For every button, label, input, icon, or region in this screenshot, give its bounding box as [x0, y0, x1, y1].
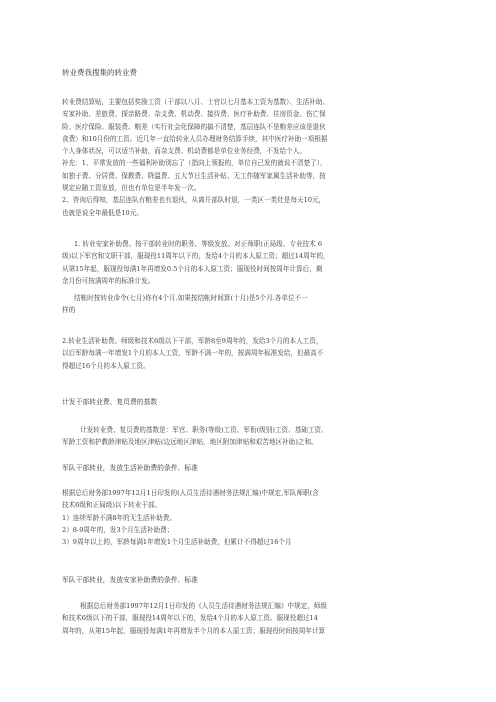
section-basis-heading: 计发干部转业费、复员费的基数: [62, 398, 158, 406]
section-soldier-line: 根据总后财务部1997年12月1日印发的(人员生活待遇财务法规汇编)中规定,军队师职(含: [62, 489, 319, 497]
intro-line: 险、医疗保险、服装费、粮差（实行社会化保障的搞不清楚，基层连队不是粮差应该是退伙: [62, 122, 326, 131]
section-soldier-line: 技术6级和正局级)以下转业干部。: [62, 501, 162, 510]
intro-line: 食费）和10月份的工资。近几年一直给转业人员办理财务结算手续，其中医疗补助一项根据: [62, 134, 328, 143]
item1-line: 余月份可按满周年的标准计发。: [62, 276, 155, 285]
section-basis-line: 军龄工资和护教龄津贴及地区津贴(边远地区津贴，地区附加津贴和艰苦地区补助)之和。: [62, 438, 318, 447]
intro-line: 安家补助、差旅费、探亲路费、杂支费、机动费、接待费、医疗补助费、住房资金、伤亡保: [62, 110, 326, 119]
section-settle-paragraph: [62, 600, 434, 637]
intro-line: 也就是说全年最低是10元。: [62, 208, 143, 217]
section-settle-heading: 军队干部转业，发放安家补助费的条件、标准: [62, 576, 198, 584]
intro-paragraph: [62, 96, 434, 219]
section-soldier-line: 1）连续军龄不满8年的无生活补助费。: [62, 513, 176, 522]
item2-paragraph: [62, 335, 434, 372]
section-soldier-heading: 军队干部转业，发放生活补助费的条件、标准: [62, 464, 198, 472]
section-soldier-line: 2）8-9周年的，发3个月生活补助费；: [62, 525, 174, 534]
item1-paragraph: [62, 238, 434, 287]
intro-line: 2、咨询后得知，基层连队有粮差也有退伙，从离开部队时退，一类区一类灶是每天10元，: [62, 196, 326, 205]
item2-line: 得超过16个月的本人原工资。: [62, 361, 150, 370]
intro-line: 如独子费、分居费、保教费、降温费、五大节日生活补贴、无工作随军家属生活补助等，按: [62, 171, 326, 180]
item1-line: 从第15年起，服现役每满1年再增发0.5个月的本人原工资；服现役时间按周年计算后，剩: [62, 264, 323, 273]
section-soldier-paragraph: [62, 487, 434, 548]
section-settle-line: 和技术6级以下的干部，服现役14周年以下的，发给4个月的本人原工资。服现役超过14: [62, 614, 318, 623]
item1-line: 1. 转业安家补助费。按干部转业时的职务、等级发放。对正师职(正局级、专业技术 6: [74, 240, 323, 248]
intro-line: 转业费结算贴，主要包括奖励工资（干部以八月、士官以七月基本工资为基数）、生活补助、: [62, 98, 330, 106]
intro-line: 规定应随工资发放，但也有单位是半年发一次。: [62, 184, 201, 193]
document-title: 转业费我搜集的转业费: [62, 68, 137, 77]
item2-line: 以后军龄每满一年增发1个月的本人工资，军龄不满一年的，按满周年标准发给，但最高不: [62, 349, 324, 358]
section-basis-line: 计发转业费、复员费的基数是：军官、职务(等级)工资、军衔(级别)工资、基础工资、: [80, 426, 328, 434]
intro-line: 个人身体状况，可以适当补助，而杂支费、机动费都是单位业务经费，不发给个人。: [62, 147, 306, 156]
item2-line: 2.转业生活补助费。师级和技术6级以下干部，军龄8至9周年的，发给3个月的本人工资，: [62, 337, 323, 345]
item1-line: 级)以下军官和文职干部，服现役11周年以下的，发给4个月的本人原工资；超过14周年的，: [62, 252, 330, 261]
intro-line: 补充：1、平常发放的一些福利补助别忘了（指向上领报的，单位自己发的就说不清楚了），: [62, 159, 327, 168]
item1-note-paragraph: [62, 292, 434, 317]
section-basis-paragraph: [62, 424, 434, 449]
item1-note-line: 结帐时按转业命令(七月)你有4个月.如果按结帐时间算(十月)是5个月.各单位不一: [74, 294, 308, 302]
section-settle-line: 根据总后财务部1997年12月1日印发的《人员生活待遇财务法规汇编》中规定，师级: [80, 602, 327, 610]
section-settle-line: 周年的，从第15年起，服现役每满1年再增发半个月的本人原工资；服现役时间按周年计算: [62, 626, 326, 635]
section-soldier-line: 3）9周年以上的，军龄每满1年增发1个月生活补助费，但累计不得超过16个月: [62, 538, 292, 547]
item1-note-line: 样的: [62, 306, 76, 315]
